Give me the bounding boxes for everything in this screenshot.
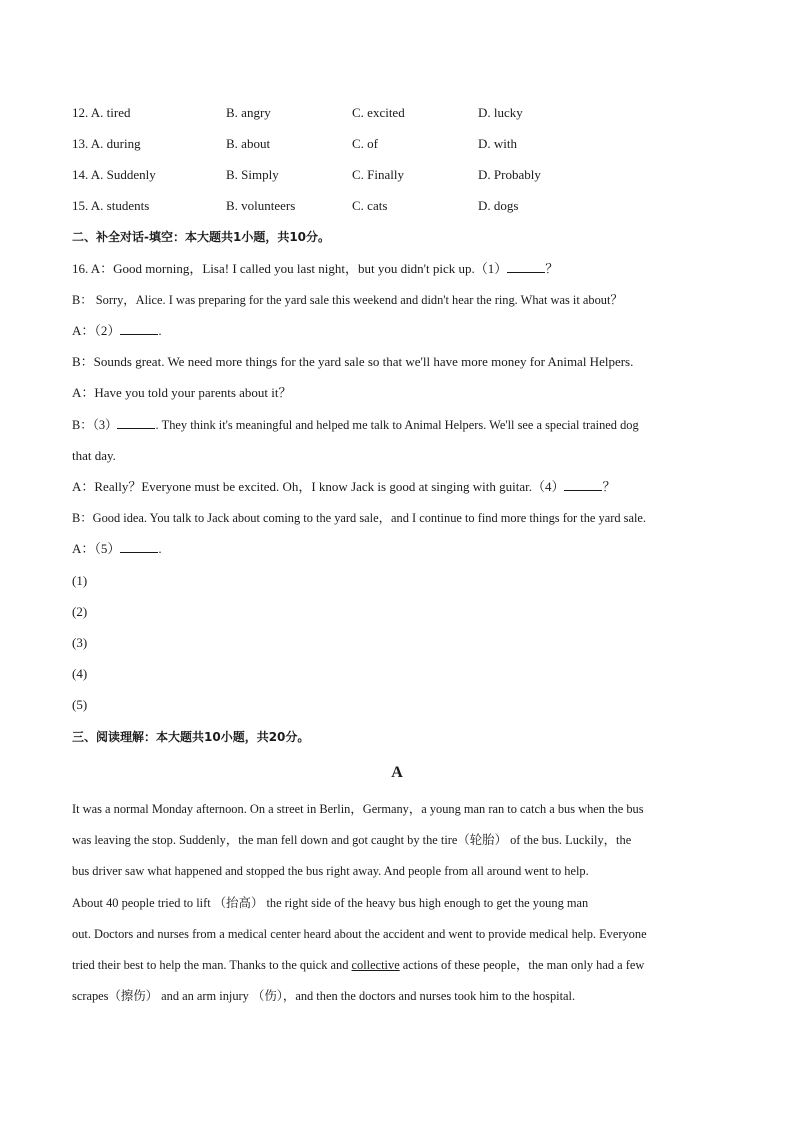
question-14-options — [72, 167, 722, 183]
option-b: B. volunteers — [226, 198, 296, 213]
dialogue-text: ？ — [545, 261, 559, 276]
dialogue-text: A：Have you told your parents about it？ — [72, 385, 292, 400]
passage-line: scrapes（擦伤） and an arm injury （伤），and then the doctors and nurses took him to the hospital. — [72, 989, 576, 1003]
option-c: C. Finally — [352, 167, 405, 182]
answer-label-1: (1) — [72, 573, 88, 588]
option-a: 15. A. students — [72, 198, 150, 213]
passage-line: was leaving the stop. Suddenly，the man fell down and got caught by the tire（轮胎） of the bus. Luckily，the — [72, 833, 632, 847]
underlined-word: collective — [351, 958, 400, 972]
answer-label-4: (4) — [72, 666, 88, 681]
option-d: D. dogs — [478, 198, 519, 213]
dialogue-text: B：（3） — [72, 418, 118, 432]
answer-label-5: (5) — [72, 697, 88, 712]
passage-label: A — [391, 764, 403, 781]
passage-text: tried their best to help the man. Thanks to the quick and — [72, 958, 352, 972]
question-15-options — [72, 198, 722, 214]
dialogue-text: A：（5） — [72, 541, 121, 556]
dialogue-line — [72, 354, 633, 370]
answer-label-3: (3) — [72, 635, 88, 650]
section-3-title: 三、阅读理解：本大题共10小题，共20分。 — [72, 730, 310, 744]
dialogue-text: B：Sounds great. We need more things for the yard sale so that we'll have more money for Animal Helpers. — [72, 354, 634, 369]
passage-line: It was a normal Monday afternoon. On a street in Berlin，Germany，a young man ran to catch a bus when the bus — [72, 802, 644, 816]
option-d: D. Probably — [478, 167, 541, 182]
section-2-title: 二、补全对话-填空：本大题共1小题，共10分。 — [72, 230, 331, 244]
option-a: 14. A. Suddenly — [72, 167, 156, 182]
answer-blank — [120, 323, 158, 335]
dialogue-text: . — [158, 541, 162, 556]
dialogue-line — [72, 541, 162, 557]
dialogue-line — [72, 292, 623, 308]
dialogue-text: . — [158, 323, 162, 338]
option-a: 12. A. tired — [72, 105, 131, 120]
dialogue-text: ？ — [602, 479, 616, 494]
dialogue-line — [72, 261, 558, 277]
passage-line: out. Doctors and nurses from a medical center heard about the accident and went to provide medical help. Everyone — [72, 927, 647, 941]
dialogue-line — [72, 323, 162, 339]
option-a: 13. A. during — [72, 136, 141, 151]
passage-line: bus driver saw what happened and stopped the bus right away. And people from all around went to help. — [72, 864, 589, 878]
passage-line — [72, 957, 644, 973]
question-13-options — [72, 136, 722, 152]
option-c: C. of — [352, 136, 378, 151]
dialogue-text: B：Good idea. You talk to Jack about coming to the yard sale，and I continue to find more things for the yard sale. — [72, 511, 646, 525]
question-12-options — [72, 105, 722, 121]
dialogue-text: that day. — [72, 448, 116, 463]
option-b: B. angry — [226, 105, 271, 120]
dialogue-line — [72, 510, 646, 526]
dialogue-text: . They think it's meaningful and helped me talk to Animal Helpers. We'll see a special trained dog — [155, 418, 639, 432]
dialogue-text: A：（2） — [72, 323, 121, 338]
answer-blank — [564, 479, 602, 491]
answer-label-2: (2) — [72, 604, 88, 619]
dialogue-text: 16. A：Good morning，Lisa! I called you last night，but you didn't pick up.（1） — [72, 261, 508, 276]
answer-blank — [117, 417, 155, 429]
option-c: C. cats — [352, 198, 388, 213]
answer-blank — [507, 261, 545, 273]
dialogue-line — [72, 479, 616, 495]
option-c: C. excited — [352, 105, 405, 120]
dialogue-line — [72, 417, 639, 433]
dialogue-text: A：Really？Everyone must be excited. Oh，I know Jack is good at singing with guitar.（4） — [72, 479, 565, 494]
dialogue-text: B： Sorry，Alice. I was preparing for the yard sale this weekend and didn't hear the ring. What was it about？ — [72, 293, 623, 307]
option-b: B. about — [226, 136, 271, 151]
answer-blank — [120, 541, 158, 553]
option-b: B. Simply — [226, 167, 279, 182]
option-d: D. with — [478, 136, 517, 151]
dialogue-line — [72, 385, 292, 401]
passage-text: actions of these people，the man only had a few — [399, 958, 645, 972]
passage-line: About 40 people tried to lift （抬高） the right side of the heavy bus high enough to get the young man — [72, 896, 589, 910]
option-d: D. lucky — [478, 105, 523, 120]
dialogue-line — [72, 448, 116, 464]
